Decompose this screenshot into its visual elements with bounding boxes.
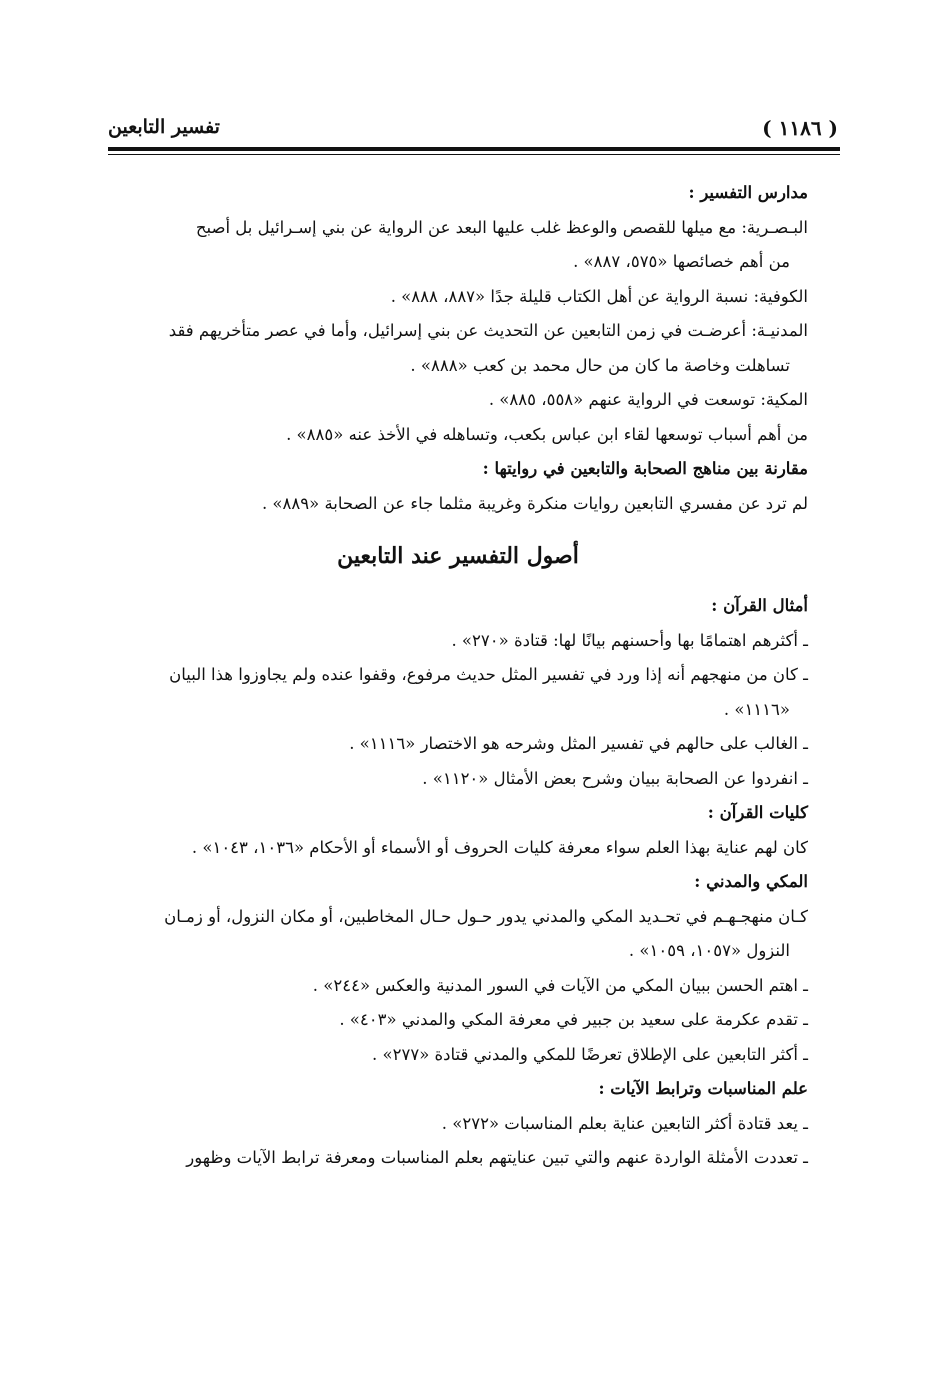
subheading: أمثال القرآن :	[711, 596, 808, 615]
text-line: ـ يعد قتادة أكثر التابعين عناية بعلم المناسبات «٢٧٢» .	[441, 1113, 808, 1133]
text-line: ـ تعددت الأمثلة الواردة عنهم والتي تبين عنايتهم بعلم المناسبات ومعرفة ترابط الآيات وظهور	[186, 1148, 808, 1167]
text-line: لم ترد عن مفسري التابعين روايات منكرة وغريبة مثلما جاء عن الصحابة «٨٨٩» .	[261, 493, 808, 513]
header-rule-thin	[108, 154, 840, 155]
text-line: البـصـرية: مع ميلها للقصص والوعظ غلب عليها البعد عن الرواية عن بني إسـرائيل بل أصبح	[195, 217, 808, 237]
subheading: مدارس التفسير :	[688, 183, 808, 202]
text-line: تساهلت وخاصة ما كان من حال محمد بن كعب «٨٨٨» .	[410, 355, 790, 375]
subheading: مقارنة بين مناهج الصحابة والتابعين في روايتها :	[482, 459, 808, 478]
text-line: كـان منهجـهـم في تحـديد المكي والمدني يدور حـول حـال المخاطبين، أو مكان النزول، أو زمـان	[164, 906, 808, 926]
section-title: أصول التفسير عند التابعين	[337, 543, 579, 569]
text-line: ـ انفردوا عن الصحابة ببيان وشرح بعض الأمثال «١١٢٠» .	[422, 768, 808, 788]
text-line: «١١١٦» .	[723, 699, 790, 719]
text-line: النزول «١٠٥٧، ١٠٥٩» .	[628, 941, 790, 960]
text-line: من أهم خصائصها «٥٧٥، ٨٨٧» .	[573, 252, 790, 271]
page-number: ( ١١٨٦ )	[762, 116, 838, 140]
text-line: ـ أكثرهم اهتمامًا بها وأحسنهم بيانًا لها: قتادة «٢٧٠» .	[451, 630, 808, 650]
text-line: كان لهم عناية بهذا العلم سواء معرفة كليات الحروف أو الأسماء أو الأحكام «١٠٣٦، ١٠٤٣» .	[191, 837, 808, 857]
subheading: كليات القرآن :	[707, 803, 808, 822]
text-line: ـ أكثر التابعين على الإطلاق تعرضًا للمكي والمدني قتادة «٢٧٧» .	[372, 1044, 808, 1064]
text-line: ـ تقدم عكرمة على سعيد بن جبير في معرفة المكي والمدني «٤٠٣» .	[339, 1010, 808, 1029]
subheading: المكي والمدني :	[694, 872, 808, 891]
text-line: المكية: توسعت في الرواية عنهم «٥٥٨، ٨٨٥» .	[488, 390, 808, 409]
header-rule-thick	[108, 147, 840, 151]
page-header	[108, 112, 838, 146]
running-title: تفسير التابعين	[108, 116, 220, 138]
text-line: الكوفية: نسبة الرواية عن أهل الكتاب قليلة جدًا «٨٨٧، ٨٨٨» .	[390, 286, 808, 306]
body-text	[108, 176, 808, 1176]
text-line: المدنيـة: أعرضـت في زمن التابعين عن التحديث عن بني إسرائيل، وأما في عصر متأخريهم فقد	[168, 321, 808, 340]
text-line: ـ الغالب على حالهم في تفسير المثل وشرحه هو الاختصار «١١١٦» .	[349, 734, 808, 753]
text-line: ـ اهتم الحسن ببيان المكي من الآيات في السور المدنية والعكس «٢٤٤» .	[312, 975, 808, 995]
text-line: من أهم أسباب توسعها لقاء ابن عباس بكعب، وتساهله في الأخذ عنه «٨٨٥» .	[286, 424, 808, 444]
text-line: ـ كان من منهجهم أنه إذا ورد في تفسير المثل حديث مرفوع، وقفوا عنده ولم يجاوزوا هذا البيان	[169, 665, 808, 684]
subheading: علم المناسبات وترابط الآيات :	[598, 1079, 808, 1098]
